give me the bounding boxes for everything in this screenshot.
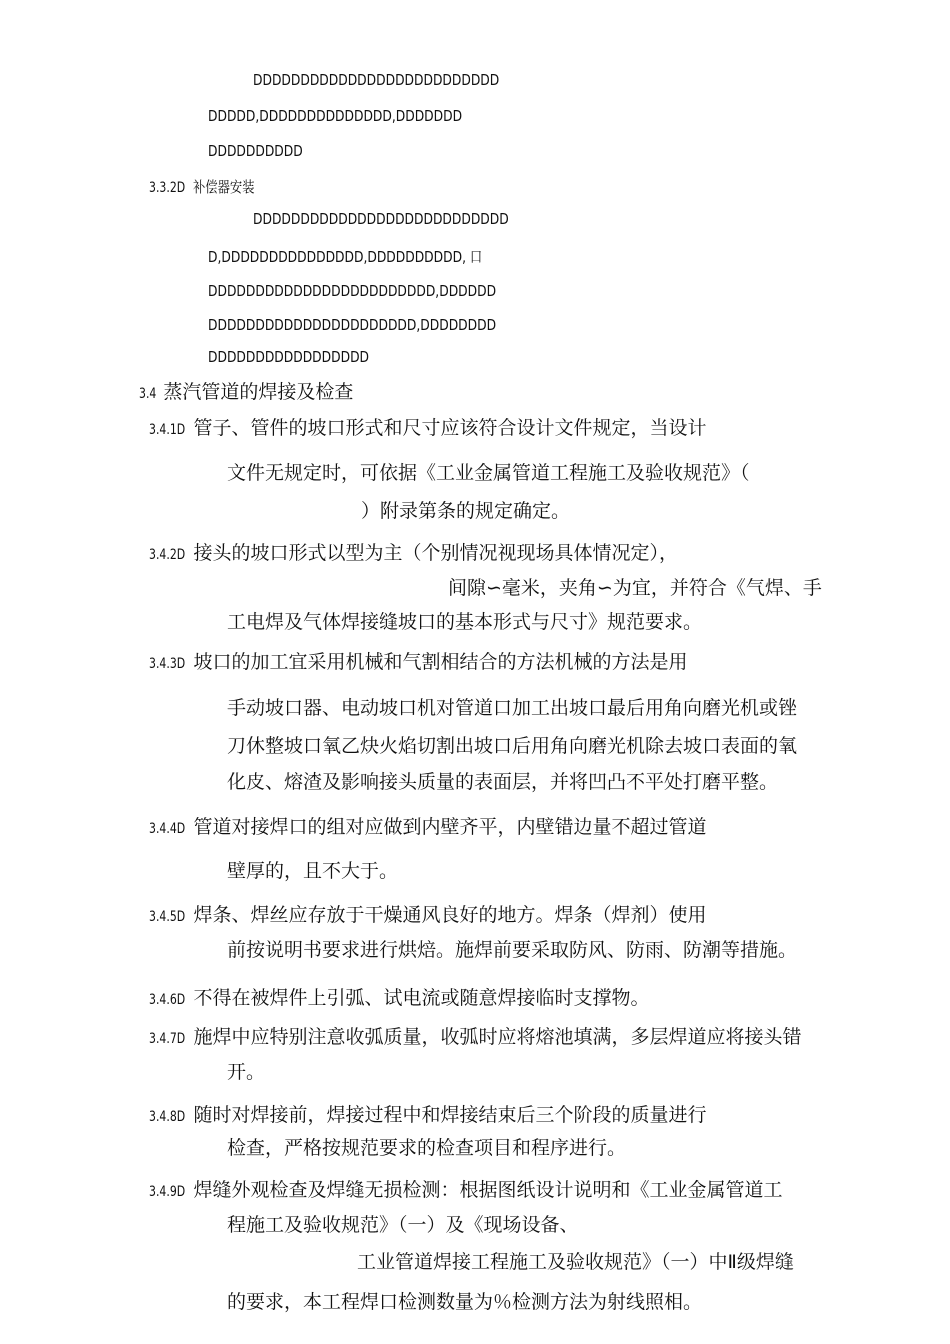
body-line: 刀休整坡口氧乙炔火焰切割出坡口后用角向磨光机除去坡口表面的氧 bbox=[227, 735, 798, 757]
body-line: 工业管道焊接工程施工及验收规范》（一）中Ⅱ级焊缝 bbox=[357, 1251, 794, 1273]
body-line: 文件无规定时，可依据《工业金属管道工程施工及验收规范》（ bbox=[227, 462, 750, 484]
body-line: ）附录第条的规定确定。 bbox=[361, 500, 571, 522]
section-number: 3.4.2D bbox=[149, 547, 186, 563]
body-line: 检查，严格按规范要求的检查项目和程序进行。 bbox=[227, 1137, 627, 1159]
body-line: 工电焊及气体焊接缝坡口的基本形式与尺寸》规范要求。 bbox=[227, 611, 703, 633]
paragraph-3-4-9 bbox=[149, 1178, 782, 1204]
body-line: 手动坡口器、电动坡口机对管道口加工出坡口最后用角向磨光机或锉 bbox=[227, 697, 798, 719]
section-number: 3.4.7D bbox=[149, 1031, 186, 1047]
paragraph-text: 施焊中应特别注意收弧质量，收弧时应将熔池填满，多层焊道应将接头错 bbox=[193, 1026, 802, 1048]
paragraph-text: 不得在被焊件上引弧、试电流或随意焊接临时支撑物。 bbox=[193, 987, 650, 1009]
section-title: 蒸汽管道的焊接及检查 bbox=[163, 381, 354, 403]
paragraph-text: 焊缝外观检查及焊缝无损检测：根据图纸设计说明和《工业金属管道工 bbox=[193, 1179, 783, 1201]
subsection-heading-3-3-2 bbox=[149, 174, 268, 200]
body-line: DDDDDDDDDDDDDDDDD bbox=[208, 348, 370, 366]
section-number: 3.4 bbox=[139, 386, 157, 402]
body-line: D,DDDDDDDDDDDDDDD,DDDDDDDDDD, 口 bbox=[208, 248, 483, 266]
paragraph-3-4-7 bbox=[149, 1025, 801, 1051]
paragraph-3-4-1 bbox=[149, 416, 706, 442]
paragraph-3-4-8 bbox=[149, 1103, 706, 1129]
paragraph-text: 随时对焊接前，焊接过程中和焊接结束后三个阶段的质量进行 bbox=[193, 1104, 707, 1126]
body-line: 壁厚的，且不大于。 bbox=[227, 860, 399, 882]
paragraph-3-4-3 bbox=[149, 650, 687, 676]
paragraph-3-4-6 bbox=[149, 986, 649, 1012]
paragraph-3-4-4 bbox=[149, 815, 706, 841]
section-number: 3.4.1D bbox=[149, 422, 186, 438]
section-title: 补偿器安装 bbox=[193, 178, 255, 196]
paragraph-text: 焊条、焊丝应存放于干燥通风良好的地方。焊条（焊剂）使用 bbox=[193, 904, 707, 926]
body-line: 的要求，本工程焊口检测数量为％检测方法为射线照相。 bbox=[227, 1291, 703, 1313]
section-number: 3.4.8D bbox=[149, 1109, 186, 1125]
body-line: DDDDDDDDDDDDDDDDDDDDDDDDDDD bbox=[253, 210, 509, 228]
paragraph-text: 管道对接焊口的组对应做到内壁齐平，内壁错边量不超过管道 bbox=[193, 816, 707, 838]
section-number: 3.3.2D bbox=[149, 180, 186, 196]
section-number: 3.4.3D bbox=[149, 656, 186, 672]
body-line: 开。 bbox=[227, 1061, 266, 1083]
body-line: DDDDDDDDDDDDDDDDDDDDDDDD,DDDDDD bbox=[208, 282, 497, 300]
paragraph-text: 坡口的加工宜采用机械和气割相结合的方法机械的方法是用 bbox=[193, 651, 688, 673]
body-line: DDDDDDDDDDDDDDDDDDDDDDDDDD bbox=[253, 71, 500, 89]
body-line: 程施工及验收规范》（一）及《现场设备、 bbox=[227, 1214, 579, 1236]
section-number: 3.4.5D bbox=[149, 909, 186, 925]
paragraph-text: 管子、管件的坡口形式和尺寸应该符合设计文件规定，当设计 bbox=[193, 417, 707, 439]
paragraph-text: 接头的坡口形式以型为主（个别情况视现场具体情况定）， bbox=[193, 542, 678, 564]
body-line: DDDDD,DDDDDDDDDDDDDD,DDDDDDD bbox=[208, 107, 463, 125]
body-line: DDDDDDDDDDDDDDDDDDDDDD,DDDDDDDD bbox=[208, 316, 497, 334]
section-number: 3.4.9D bbox=[149, 1184, 186, 1200]
section-number: 3.4.4D bbox=[149, 821, 186, 837]
section-number: 3.4.6D bbox=[149, 992, 186, 1008]
body-line: 前按说明书要求进行烘焙。施焊前要采取防风、防雨、防潮等措施。 bbox=[227, 939, 798, 961]
paragraph-3-4-2 bbox=[149, 541, 678, 567]
section-heading-3-4 bbox=[139, 380, 353, 406]
body-line: DDDDDDDDDD bbox=[208, 142, 303, 160]
body-line: 化皮、熔渣及影响接头质量的表面层，并将凹凸不平处打磨平整。 bbox=[227, 771, 779, 793]
paragraph-3-4-5 bbox=[149, 903, 706, 929]
body-line: 间隙∽毫米，夹角∽为宜，并符合《气焊、手 bbox=[448, 577, 822, 599]
